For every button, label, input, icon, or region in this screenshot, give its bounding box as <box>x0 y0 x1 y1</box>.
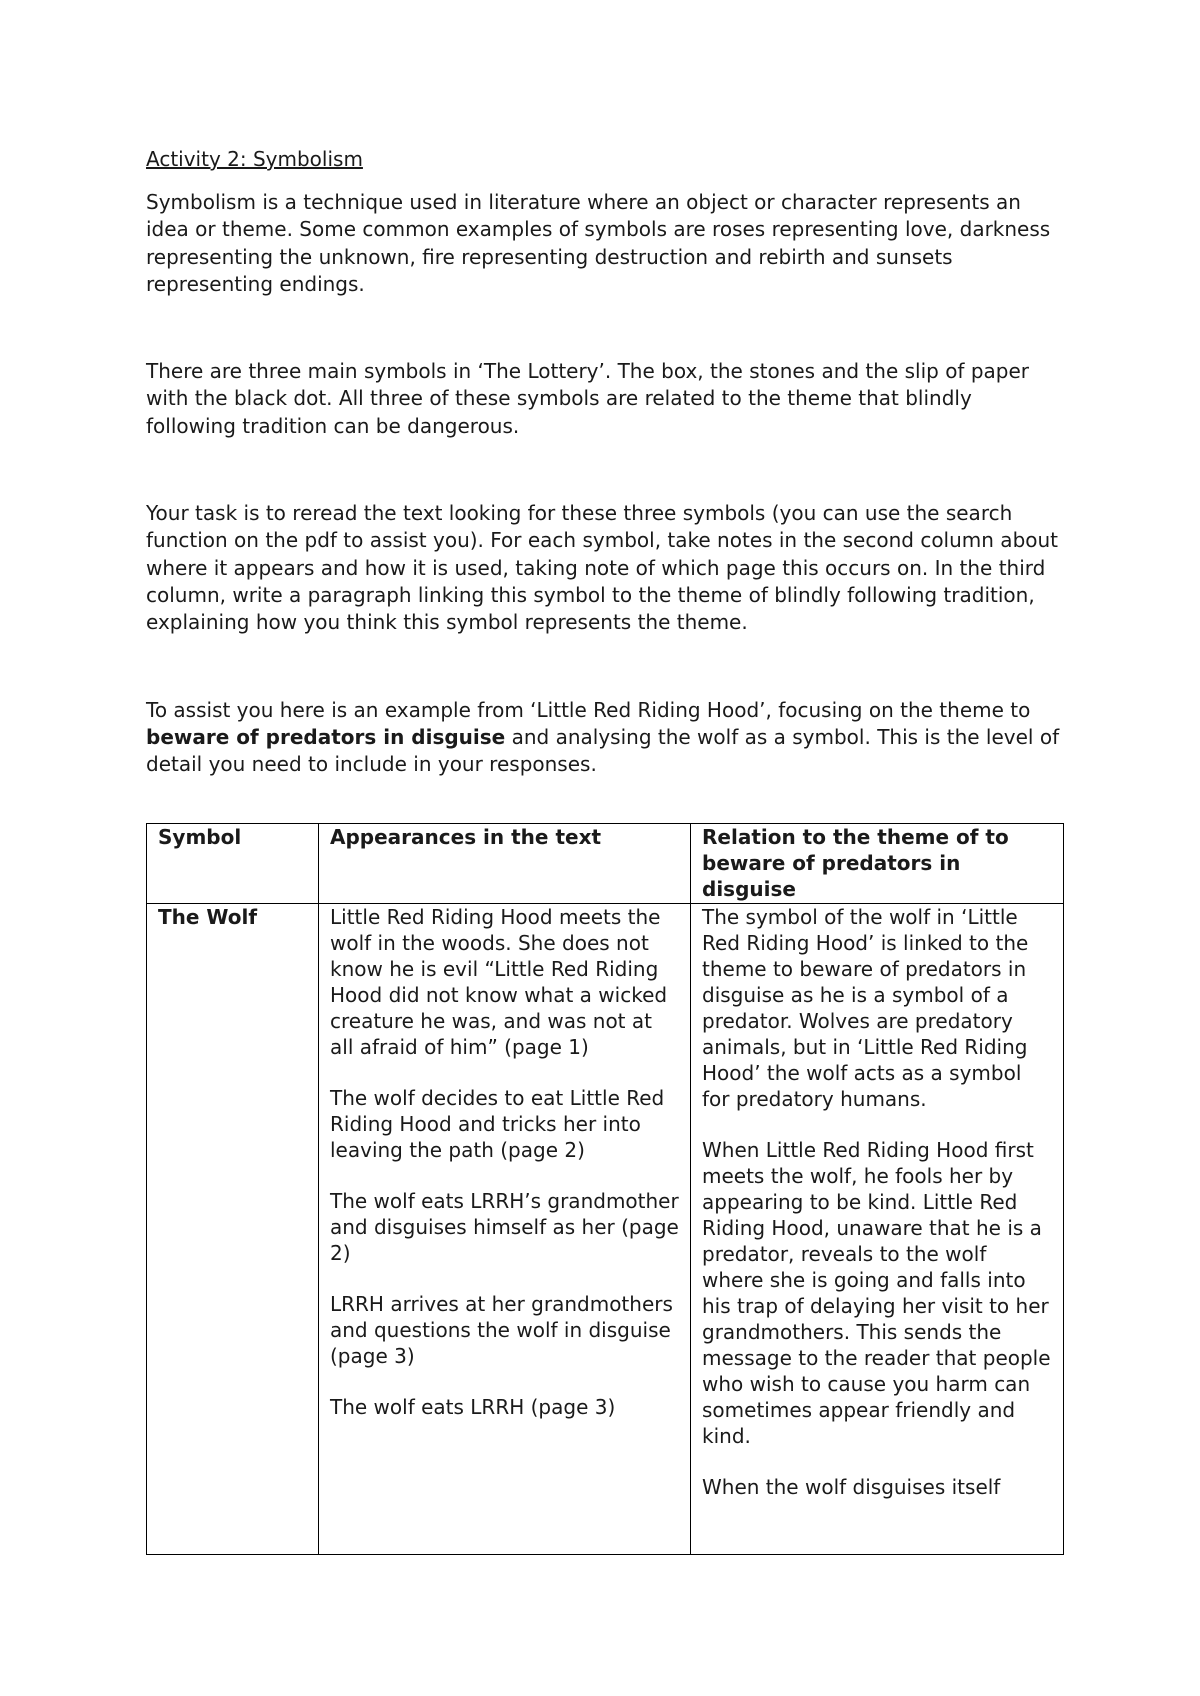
header-symbol: Symbol <box>147 824 319 904</box>
relation-paragraph: When Little Red Riding Hood first meets the wolf, he fools her by appearing to be kind. Little Red Riding Hood, unaware that he is a predator, reveals to the wolf where she is going and falls into his trap of delaying her visit to her grandmothers. This sends the message to the reader that people who wish to cause you harm can sometimes appear friendly and kind. <box>702 1138 1051 1448</box>
header-appearances: Appearances in the text <box>319 824 691 904</box>
appearance-item: The wolf eats LRRH (page 3) <box>330 1395 616 1419</box>
cell-appearances <box>319 904 691 1555</box>
example-paragraph <box>146 697 1066 779</box>
page-title: Activity 2: Symbolism <box>146 147 363 171</box>
document-page <box>146 146 1066 1499</box>
example-theme-bold: beware of predators in disguise <box>146 724 506 749</box>
table-header-row <box>147 824 1064 904</box>
appearance-item: LRRH arrives at her grandmothers and questions the wolf in disguise (page 3) <box>330 1292 673 1368</box>
relation-paragraph: The symbol of the wolf in ‘Little Red Riding Hood’ is linked to the theme to beware of predators in disguise as he is a symbol of a predator. Wolves are predatory animals, but in ‘Little Red Riding Hood’ the wolf acts as a symbol for predatory humans. <box>702 905 1029 1111</box>
task-paragraph: Your task is to reread the text looking for these three symbols (you can use the search function on the pdf to assist you). For each symbol, take notes in the second column about where it appears and how it is used, taking note of which page this occurs on. In the third column, write a paragraph linking this symbol to the theme of blindly following tradition, explaining how you think this symbol represents the theme. <box>146 501 1059 635</box>
symbols-paragraph: There are three main symbols in ‘The Lottery’. The box, the stones and the slip of paper with the black dot. All three of these symbols are related to the theme that blindly following tradition can be dangerous. <box>146 359 1030 438</box>
appearance-item: The wolf decides to eat Little Red Riding Hood and tricks her into leaving the path (page 2) <box>330 1086 665 1162</box>
example-text-before: To assist you here is an example from ‘Little Red Riding Hood’, focusing on the theme to <box>146 697 1031 722</box>
symbol-name: The Wolf <box>158 905 258 929</box>
cell-relation <box>691 904 1064 1555</box>
cell-symbol <box>147 904 319 1555</box>
header-relation: Relation to the theme of to beware of predators in disguise <box>691 824 1064 904</box>
example-text-after: and analysing the wolf as a symbol. This is the level of detail you need to include in your responses. <box>146 724 1060 777</box>
table-row <box>147 904 1064 1555</box>
appearance-item: Little Red Riding Hood meets the wolf in the woods. She does not know he is evil “Little Red Riding Hood did not know what a wicked creature he was, and was not at all afraid of him” (page 1) <box>330 905 668 1059</box>
symbol-table <box>146 823 1064 1555</box>
appearance-item: The wolf eats LRRH’s grandmother and disguises himself as her (page 2) <box>330 1189 679 1265</box>
intro-paragraph: Symbolism is a technique used in literature where an object or character represents an idea or theme. Some common examples of symbols are roses representing love, darkness representing the unknown, fire representing destruction and rebirth and sunsets representing endings. <box>146 190 1051 296</box>
relation-paragraph: When the wolf disguises itself <box>702 1475 1001 1499</box>
